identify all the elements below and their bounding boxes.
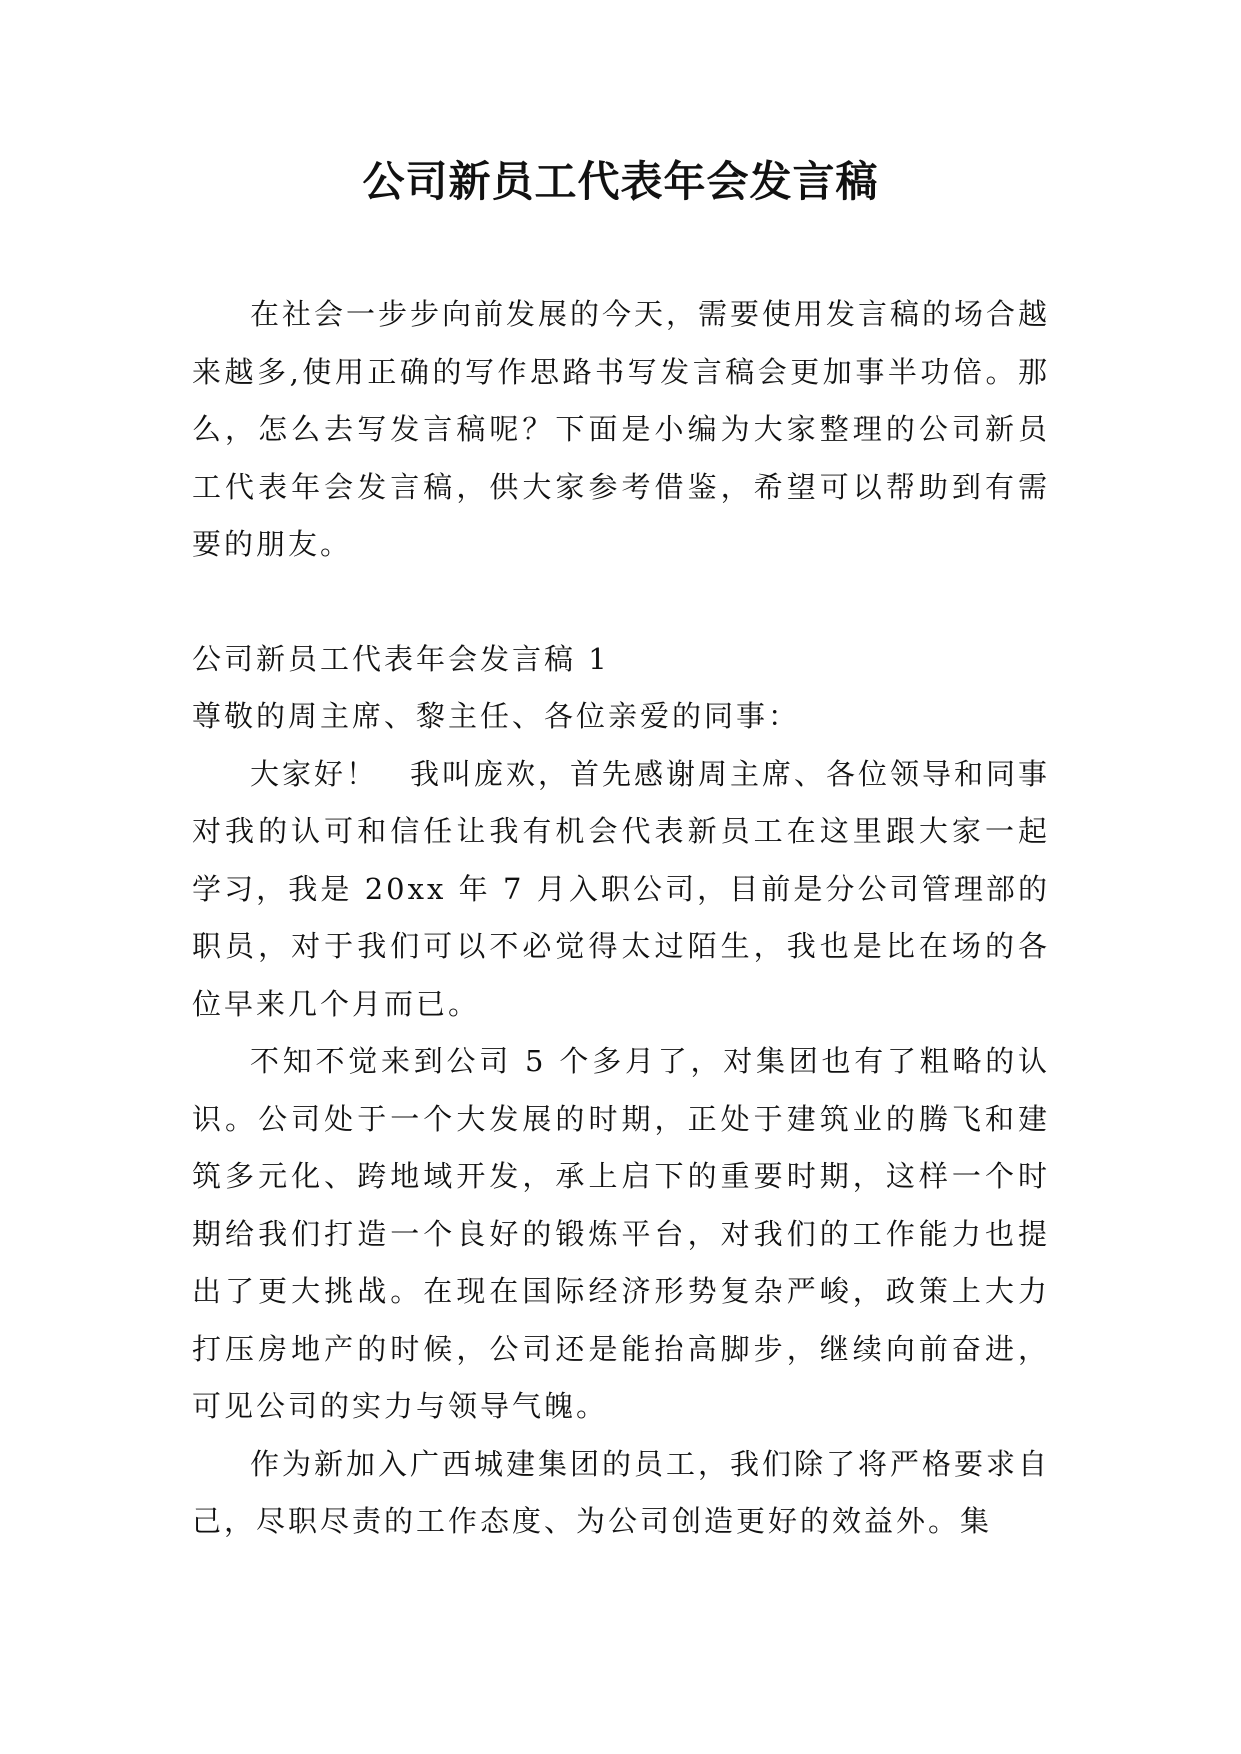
intro-paragraph: 在社会一步步向前发展的今天，需要使用发言稿的场合越来越多,使用正确的写作思路书写发言稿会更加事半功倍。那么，怎么去写发言稿呢？下面是小编为大家整理的公司新员工代表年会发言稿，供大家参考借鉴，希望可以帮助到有需要的朋友。 [192, 297, 1051, 561]
paragraph-gap [192, 574, 1050, 631]
body-paragraph: 大家好！ 我叫庞欢，首先感谢周主席、各位领导和同事对我的认可和信任让我有机会代表新员工在这里跟大家一起学习，我是 20xx 年 7 月入职公司，目前是分公司管理部的职员，对于我们可以不必觉得太过陌生，我也是比在场的各位早来几个月而已。 [192, 756, 1051, 1021]
body-paragraph: 作为新加入广西城建集团的员工，我们除了将严格要求自己，尽职尽责的工作态度、为公司创造更好的效益外。集 [192, 1446, 1051, 1538]
document-title: 公司新员工代表年会发言稿 [362, 157, 879, 206]
document-body [192, 286, 1050, 1551]
section-heading: 公司新员工代表年会发言稿 1 [192, 641, 610, 676]
body-paragraph: 不知不觉来到公司 5 个多月了，对集团也有了粗略的认识。公司处于一个大发展的时期，正处于建筑业的腾飞和建筑多元化、跨地域开发，承上启下的重要时期，这样一个时期给我们打造一个良好的锻炼平台，对我们的工作能力也提出了更大挑战。在现在国际经济形势复杂严峻，政策上大力打压房地产的时候，公司还是能抬高脚步，继续向前奋进，可见公司的实力与领导气魄。 [192, 1044, 1050, 1423]
salutation: 尊敬的周主席、黎主任、各位亲爱的同事： [192, 699, 801, 733]
